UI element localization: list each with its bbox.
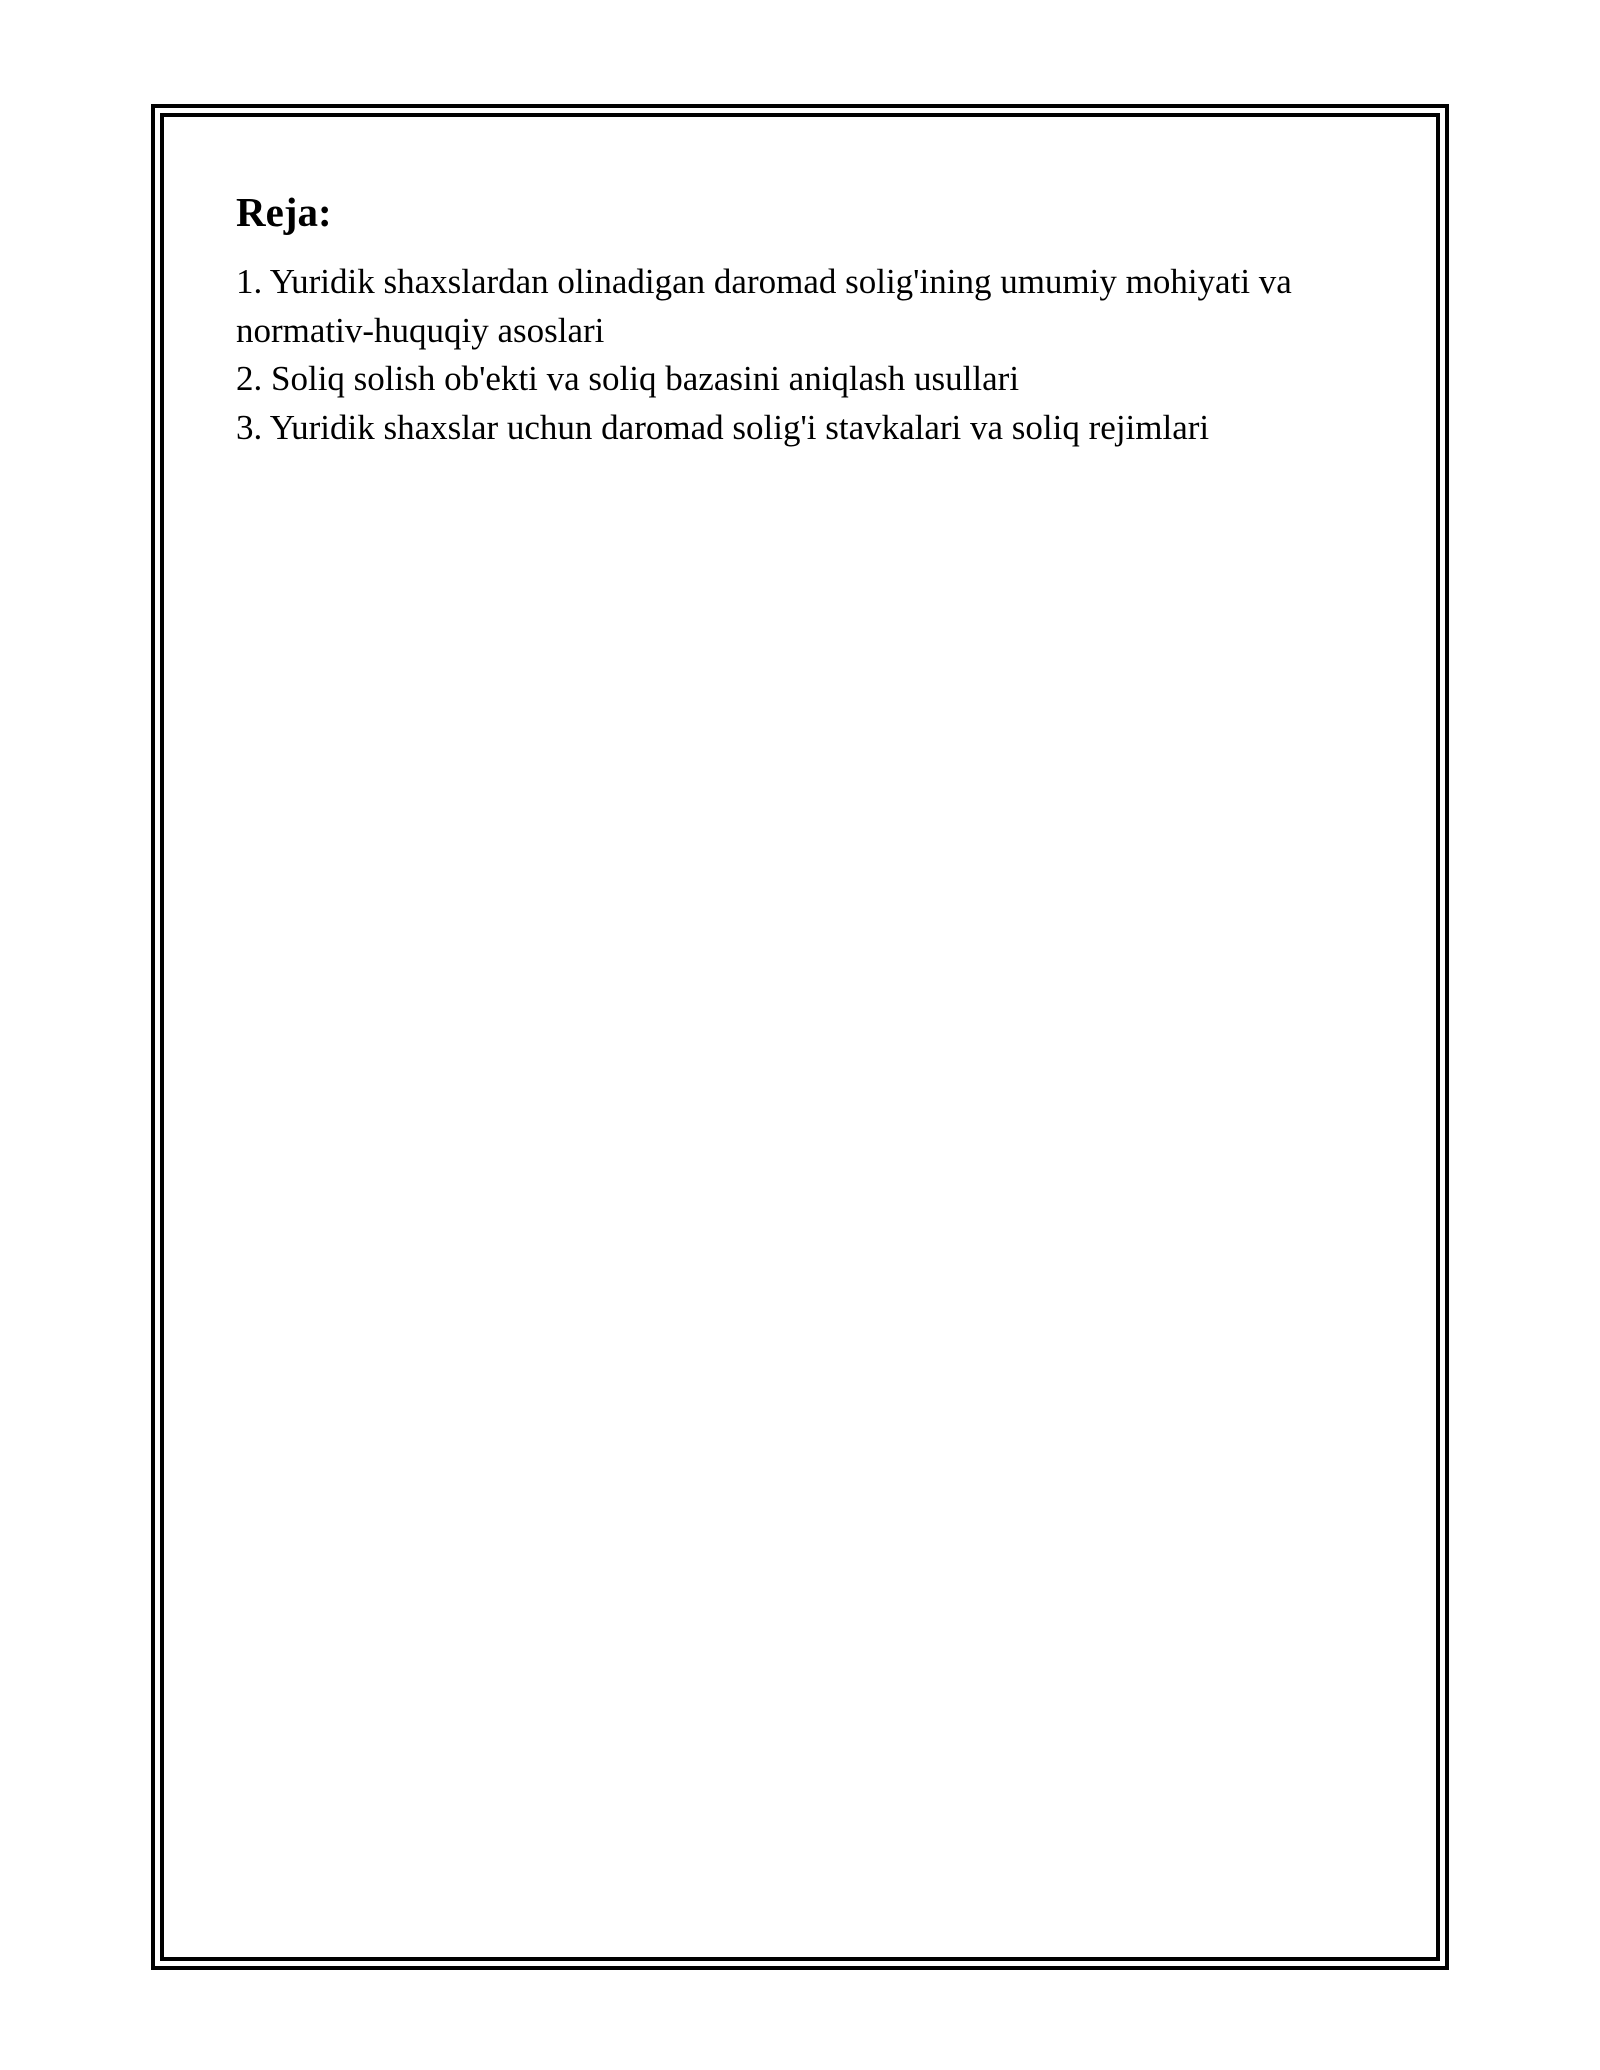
- document-body: [236, 186, 1376, 452]
- plan-heading: Reja:: [236, 189, 332, 235]
- plan-item-2: 2. Soliq solish ob'ekti va soliq bazasini aniqlash usullari: [236, 359, 1020, 398]
- plan-list: [236, 258, 1376, 452]
- plan-item-3: 3. Yuridik shaxslar uchun daromad solig'i stavkalari va soliq rejimlari: [236, 407, 1210, 447]
- plan-item-1: 1. Yuridik shaxslardan olinadigan daromad solig'ining umumiy mohiyati va normativ-huquqiy asoslari: [236, 262, 1292, 350]
